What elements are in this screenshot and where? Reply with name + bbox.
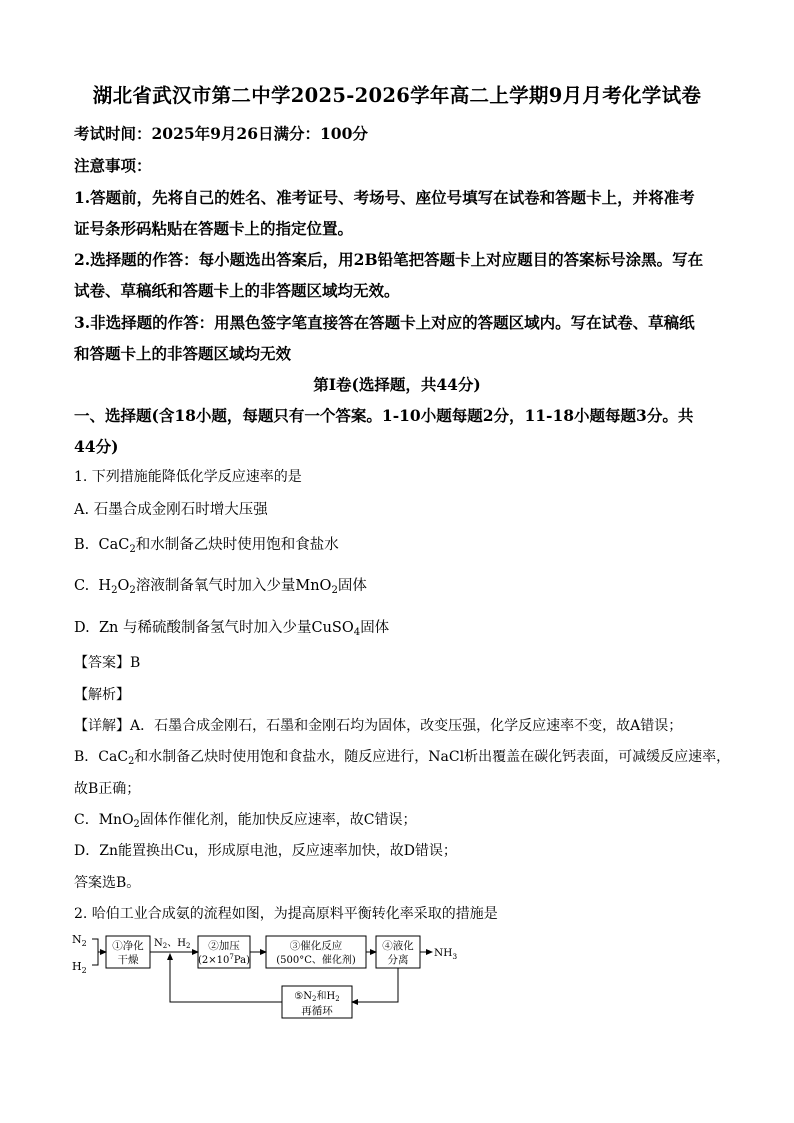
q1-option-a: A. 石墨合成金刚石时增大压强 [74,502,268,518]
notice-line: 1.答题前，先将自己的姓名、准考证号、考场号、座位号填写在试卷和答题卡上，并将准考 [74,188,695,207]
part1-heading: 44分) [74,437,119,456]
mid-label-n2-h2: $N_2$、$H_2$ [154,938,191,950]
q2-stem: 2. 哈伯工业合成氨的流程如图，为提高原料平衡转化率采取的措施是 [74,906,498,922]
input-bracket [92,939,98,965]
input-h2: $H_2$ [72,960,87,975]
notice-line: 3.非选择题的作答：用黑色签字笔直接答在答题卡上对应的答题区域内。写在试卷、草稿纸 [74,313,695,332]
haber-process-diagram [70,928,470,1024]
output-nh3: $NH_3$ [434,947,458,961]
svg-text:③催化反应: ③催化反应 [289,940,343,952]
q1-detail-c: C．MnO$_2$固体作催化剂，能加快反应速率，故C错误； [74,812,417,830]
notice-line: 试卷、草稿纸和答题卡上的非答题区域均无效。 [74,281,400,300]
exam-info: 考试时间：2025年9月26日满分：100分 [74,124,368,143]
q1-detail-d: D．Zn能置换出Cu，形成原电池，反应速率加快，故D错误； [74,843,457,859]
svg-text:⑤N2和H2: $⑤N_2$和$H_2$ [294,991,340,1003]
recycle-line-out [352,968,398,1002]
svg-text:再循环: 再循环 [301,1005,333,1017]
q1-detail-a: 【详解】A．石墨合成金刚石，石墨和金刚石均为固体，改变压强，化学反应速率不变，故A错误； [74,718,683,734]
svg-text:②加压: ②加压 [208,940,240,952]
q1-answer: 【答案】B [74,655,141,671]
svg-text:(2×107Pa): $(2\times 10^7Pa)$ [198,953,250,966]
svg-text:分离: 分离 [387,954,409,966]
q1-option-c: C. $H_2O_2$溶液制备氧气时加入少量MnO$_2$固体 [74,578,367,596]
q1-detail-b-cont: 故B正确； [74,781,141,797]
part1-heading: 一、选择题(含18小题，每题只有一个答案。1-10小题每题2分，11-18小题每题3分。共 [74,406,694,425]
notice-heading: 注意事项： [74,156,152,175]
q1-analysis-label: 【解析】 [74,687,130,703]
notice-line: 和答题卡上的非答题区域均无效 [74,344,292,363]
svg-text:①净化: ①净化 [112,940,144,952]
q1-stem: 1. 下列措施能降低化学反应速率的是 [74,469,302,485]
svg-text:④液化: ④液化 [382,940,414,952]
section-title: 第I卷(选择题，共44分) [313,375,481,394]
q1-option-d: D. Zn 与稀硫酸制备氢气时加入少量CuSO$_4$固体 [74,620,390,638]
notice-line: 证号条形码粘贴在答题卡上的指定位置。 [74,219,354,238]
input-n2: $N_2$ [72,933,87,948]
q1-conclusion: 答案选B。 [74,875,141,891]
svg-text:(500°C、催化剂): (500°C、催化剂) [276,955,356,966]
notice-line: 2.选择题的作答：每小题选出答案后，用2B铅笔把答题卡上对应题目的答案标号涂黑。写在 [74,250,704,269]
q1-detail-b: B．CaC$_2$和水制备乙炔时使用饱和食盐水，随反应进行，NaCl析出覆盖在碳化钙表面，可减缓反应速率， [74,749,731,767]
page-title: 湖北省武汉市第二中学2025-2026学年高二上学期9月月考化学试卷 [92,84,702,107]
q1-option-b: B. CaC$_2$和水制备乙炔时使用饱和食盐水 [74,537,339,555]
svg-text:干燥: 干燥 [117,954,139,966]
